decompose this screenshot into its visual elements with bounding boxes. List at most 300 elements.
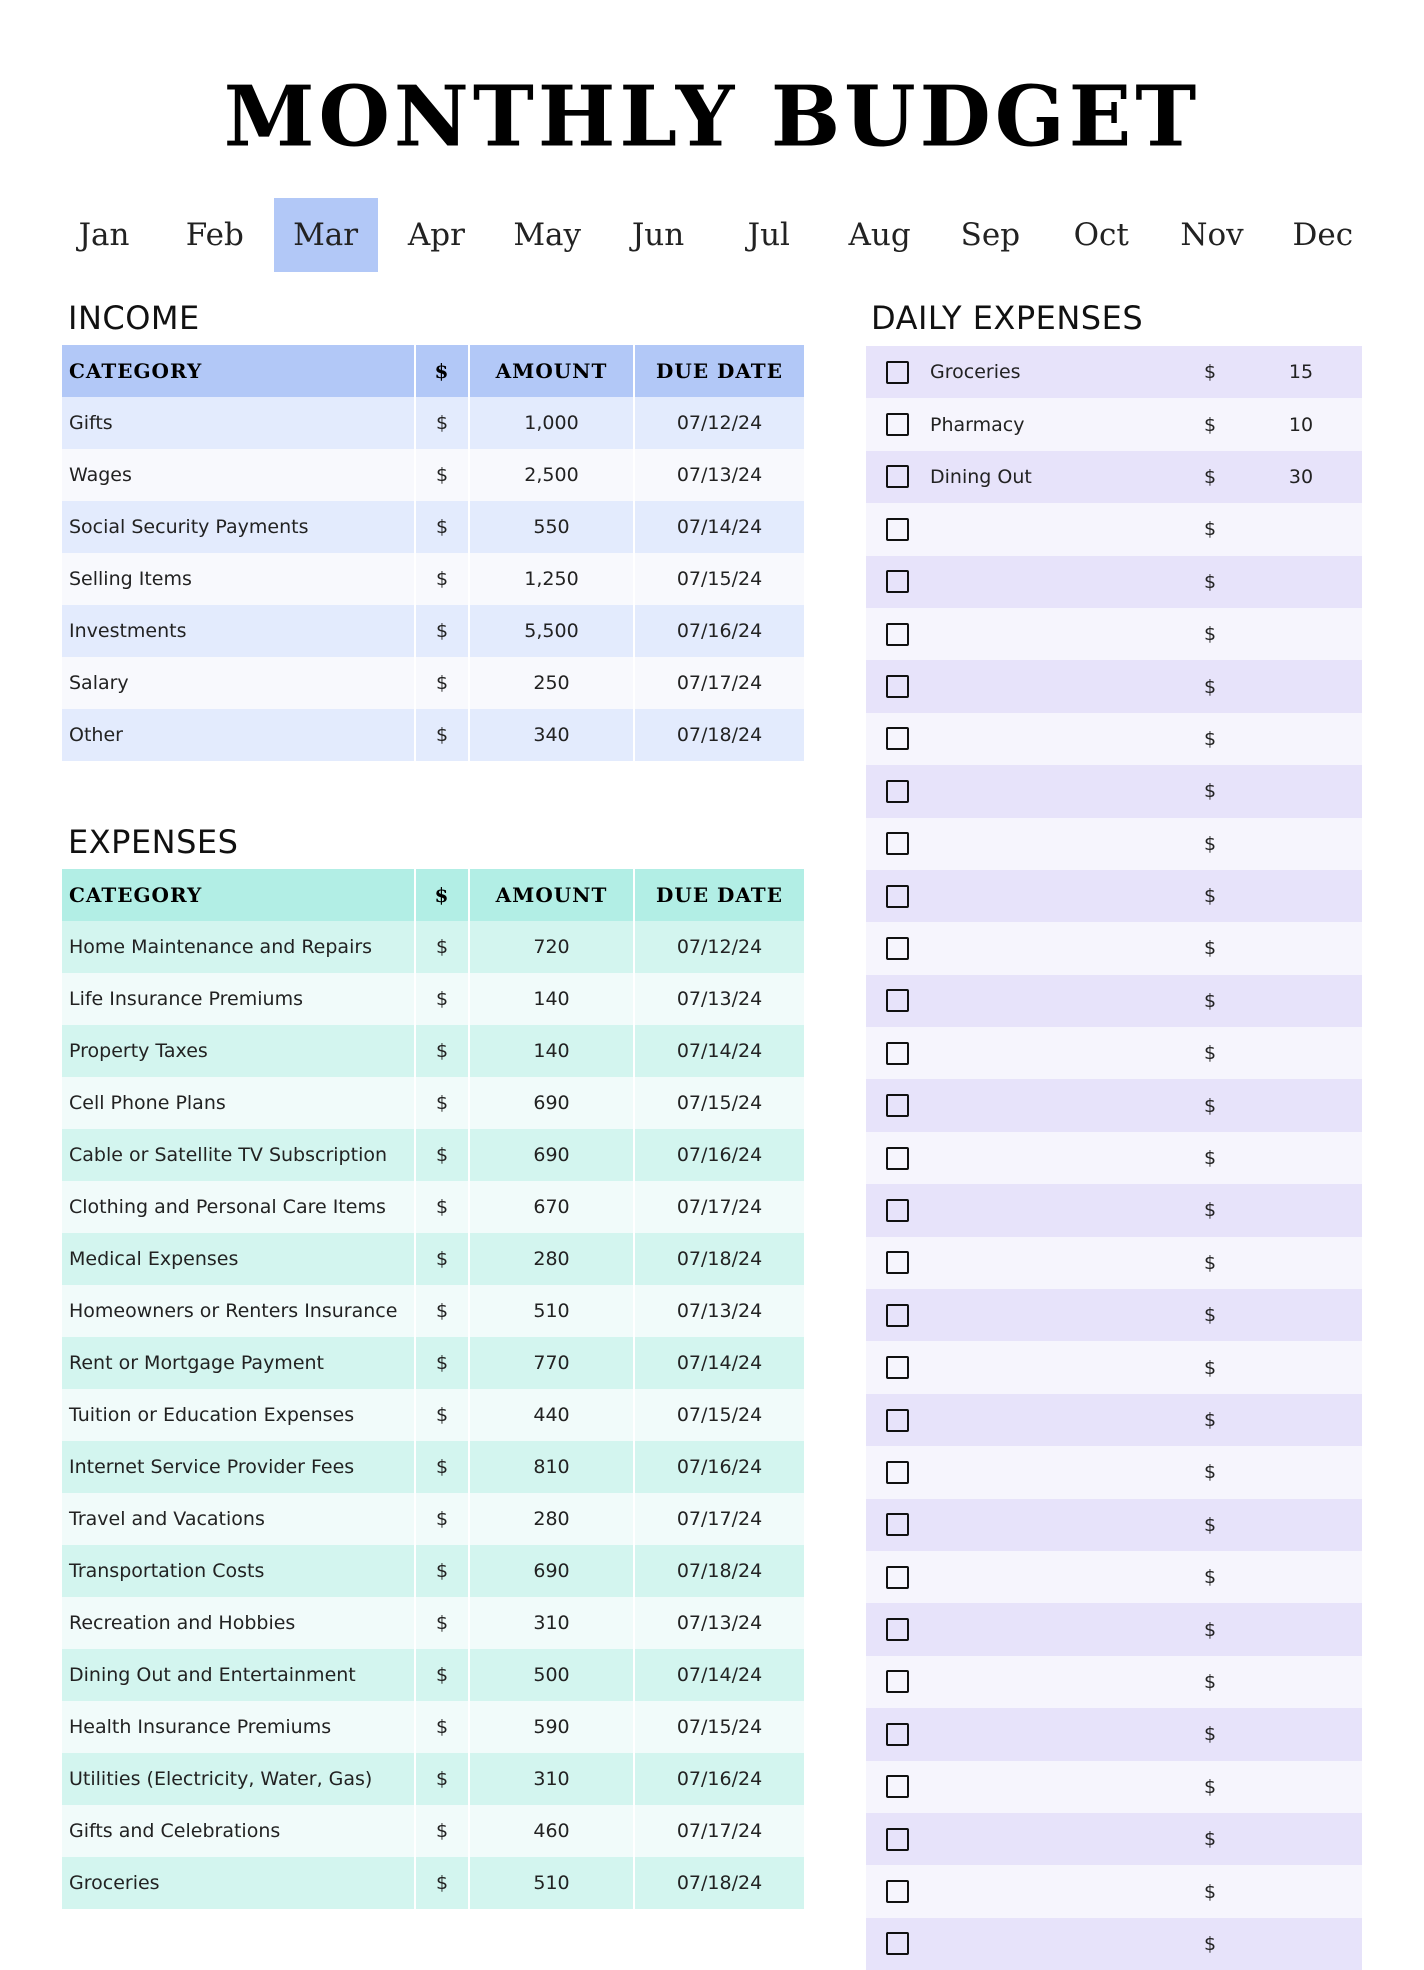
expense-amount-cell: 440 [469, 1389, 634, 1441]
daily-expense-label[interactable] [930, 1551, 1180, 1603]
daily-expense-amount[interactable] [1240, 1551, 1362, 1603]
expense-category-cell: Tuition or Education Expenses [62, 1389, 415, 1441]
income-due-date-cell: 07/16/24 [634, 605, 804, 657]
daily-expense-currency: $ [1180, 1603, 1240, 1655]
daily-expense-label[interactable]: Groceries [930, 346, 1180, 398]
expense-category-cell: Internet Service Provider Fees [62, 1441, 415, 1493]
daily-expense-checkbox[interactable] [886, 413, 909, 436]
daily-expense-label[interactable] [930, 503, 1180, 555]
income-currency-cell: $ [415, 397, 469, 449]
daily-expense-currency: $ [1180, 1132, 1240, 1184]
daily-expense-label[interactable] [930, 975, 1180, 1027]
month-tab-feb[interactable]: Feb [185, 217, 244, 253]
daily-expense-label[interactable] [930, 1499, 1180, 1551]
expense-category-cell: Life Insurance Premiums [62, 973, 415, 1025]
expense-amount-cell: 310 [469, 1753, 634, 1805]
daily-expense-currency: $ [1180, 1499, 1240, 1551]
daily-checkbox-cell [866, 870, 930, 922]
income-category-cell: Other [62, 709, 415, 761]
daily-expense-label[interactable] [930, 1237, 1180, 1289]
daily-expense-amount[interactable] [1240, 1341, 1362, 1393]
income-row [62, 605, 804, 657]
income-due-date-cell: 07/13/24 [634, 449, 804, 501]
daily-expense-checkbox[interactable] [886, 465, 909, 488]
daily-expense-currency: $ [1180, 1446, 1240, 1498]
income-header-currency: $ [415, 345, 469, 397]
expense-amount-cell: 280 [469, 1493, 634, 1545]
daily-expense-checkbox[interactable] [886, 885, 909, 908]
daily-expense-amount[interactable] [1240, 660, 1362, 712]
expense-category-cell: Cell Phone Plans [62, 1077, 415, 1129]
expense-amount-cell: 280 [469, 1233, 634, 1285]
daily-expense-label[interactable] [930, 922, 1180, 974]
expense-due-date-cell: 07/18/24 [634, 1233, 804, 1285]
daily-expense-amount[interactable] [1240, 1079, 1362, 1131]
daily-expense-label[interactable] [930, 1132, 1180, 1184]
daily-checkbox-cell [866, 1237, 930, 1289]
daily-expense-row [866, 608, 1362, 660]
daily-expense-row [866, 975, 1362, 1027]
income-header-category: CATEGORY [62, 345, 415, 397]
daily-expense-amount[interactable] [1240, 713, 1362, 765]
income-currency-cell: $ [415, 657, 469, 709]
daily-expense-checkbox[interactable] [886, 1880, 909, 1903]
daily-expense-amount[interactable] [1240, 1761, 1362, 1813]
daily-expense-currency: $ [1180, 608, 1240, 660]
daily-checkbox-cell [866, 975, 930, 1027]
daily-expense-row [866, 660, 1362, 712]
daily-expense-currency: $ [1180, 870, 1240, 922]
month-tab-apr[interactable]: Apr [407, 217, 465, 253]
expense-currency-cell: $ [415, 1649, 469, 1701]
expense-amount-cell: 310 [469, 1597, 634, 1649]
daily-expense-row [866, 556, 1362, 608]
daily-expense-row [866, 818, 1362, 870]
daily-checkbox-cell [866, 1813, 930, 1865]
daily-expense-label[interactable] [930, 1656, 1180, 1708]
income-currency-cell: $ [415, 553, 469, 605]
daily-checkbox-cell [866, 608, 930, 660]
daily-expense-amount[interactable] [1240, 1289, 1362, 1341]
month-tab-dec[interactable]: Dec [1292, 217, 1354, 253]
expense-due-date-cell: 07/16/24 [634, 1753, 804, 1805]
daily-expense-amount[interactable] [1240, 608, 1362, 660]
daily-expense-row [866, 1499, 1362, 1551]
daily-expense-label[interactable] [930, 1918, 1180, 1970]
daily-expense-amount[interactable] [1240, 1865, 1362, 1917]
daily-expense-checkbox[interactable] [886, 1199, 909, 1222]
daily-expense-currency: $ [1180, 1289, 1240, 1341]
daily-checkbox-cell [866, 713, 930, 765]
expense-row [62, 973, 804, 1025]
daily-expense-label[interactable] [930, 1446, 1180, 1498]
daily-expense-currency: $ [1180, 1551, 1240, 1603]
expense-category-cell: Transportation Costs [62, 1545, 415, 1597]
daily-expense-label[interactable] [930, 1813, 1180, 1865]
daily-expense-currency: $ [1180, 1708, 1240, 1760]
daily-expense-label[interactable] [930, 1708, 1180, 1760]
month-tab-may[interactable]: May [513, 217, 582, 253]
expense-currency-cell: $ [415, 1805, 469, 1857]
daily-expense-label[interactable] [930, 818, 1180, 870]
daily-checkbox-cell [866, 660, 930, 712]
daily-expense-checkbox[interactable] [886, 1723, 909, 1746]
daily-expense-currency: $ [1180, 713, 1240, 765]
daily-expense-label[interactable] [930, 1761, 1180, 1813]
daily-expense-amount[interactable] [1240, 1184, 1362, 1236]
expense-category-cell: Groceries [62, 1857, 415, 1909]
expense-category-cell: Recreation and Hobbies [62, 1597, 415, 1649]
daily-expense-row [866, 503, 1362, 555]
daily-expense-currency: $ [1180, 1813, 1240, 1865]
daily-expense-amount[interactable] [1240, 1237, 1362, 1289]
daily-expense-label[interactable] [930, 608, 1180, 660]
month-tab-jun[interactable]: Jun [631, 217, 685, 253]
daily-expense-currency: $ [1180, 1341, 1240, 1393]
daily-expense-currency: $ [1180, 922, 1240, 974]
daily-expense-label[interactable] [930, 1027, 1180, 1079]
expense-amount-cell: 770 [469, 1337, 634, 1389]
daily-expense-checkbox[interactable] [886, 832, 909, 855]
daily-expense-amount[interactable]: 30 [1240, 451, 1362, 503]
daily-checkbox-cell [866, 765, 930, 817]
expense-currency-cell: $ [415, 1441, 469, 1493]
expense-currency-cell: $ [415, 921, 469, 973]
expense-row [62, 1597, 804, 1649]
expense-row [62, 1753, 804, 1805]
expense-row [62, 1545, 804, 1597]
daily-expense-label[interactable] [930, 1079, 1180, 1131]
daily-expense-amount[interactable] [1240, 503, 1362, 555]
month-tab-mar[interactable]: Mar [274, 198, 378, 272]
daily-expense-label[interactable]: Pharmacy [930, 398, 1180, 450]
daily-expense-currency: $ [1180, 1237, 1240, 1289]
daily-expense-amount[interactable]: 15 [1240, 346, 1362, 398]
expense-currency-cell: $ [415, 1545, 469, 1597]
daily-expenses-table [866, 346, 1362, 1970]
daily-expense-row [866, 1289, 1362, 1341]
income-amount-cell: 250 [469, 657, 634, 709]
daily-expense-row [866, 1446, 1362, 1498]
daily-checkbox-cell [866, 1446, 930, 1498]
income-category-cell: Investments [62, 605, 415, 657]
income-table [62, 345, 804, 761]
daily-expense-currency: $ [1180, 1918, 1240, 1970]
month-tab-aug[interactable]: Aug [848, 217, 911, 253]
income-amount-cell: 550 [469, 501, 634, 553]
daily-expense-row [866, 1551, 1362, 1603]
daily-expense-row [866, 713, 1362, 765]
income-category-cell: Social Security Payments [62, 501, 415, 553]
daily-expense-checkbox[interactable] [886, 1042, 909, 1065]
daily-expense-label[interactable] [930, 713, 1180, 765]
daily-expense-currency: $ [1180, 1865, 1240, 1917]
daily-expense-checkbox[interactable] [886, 361, 909, 384]
month-tab-jan[interactable]: Jan [78, 217, 130, 253]
daily-checkbox-cell [866, 1708, 930, 1760]
expense-currency-cell: $ [415, 1025, 469, 1077]
daily-expense-currency: $ [1180, 1027, 1240, 1079]
daily-expense-checkbox[interactable] [886, 937, 909, 960]
expense-category-cell: Cable or Satellite TV Subscription [62, 1129, 415, 1181]
expense-due-date-cell: 07/17/24 [634, 1493, 804, 1545]
expense-currency-cell: $ [415, 1233, 469, 1285]
expense-category-cell: Clothing and Personal Care Items [62, 1181, 415, 1233]
daily-expense-row [866, 1341, 1362, 1393]
expense-due-date-cell: 07/13/24 [634, 1597, 804, 1649]
daily-checkbox-cell [866, 1603, 930, 1655]
expenses-header-currency: $ [415, 869, 469, 921]
daily-expense-amount[interactable] [1240, 1499, 1362, 1551]
expense-due-date-cell: 07/15/24 [634, 1077, 804, 1129]
daily-expense-row [866, 1027, 1362, 1079]
daily-expense-amount[interactable] [1240, 1656, 1362, 1708]
expense-currency-cell: $ [415, 1701, 469, 1753]
expense-row [62, 1285, 804, 1337]
income-row [62, 657, 804, 709]
expense-due-date-cell: 07/17/24 [634, 1181, 804, 1233]
daily-expense-amount[interactable] [1240, 1132, 1362, 1184]
daily-expense-amount[interactable] [1240, 556, 1362, 608]
expenses-header-due-date: DUE DATE [634, 869, 804, 921]
expense-row [62, 1857, 804, 1909]
daily-checkbox-cell [866, 1394, 930, 1446]
expense-currency-cell: $ [415, 1337, 469, 1389]
income-row [62, 449, 804, 501]
daily-expense-label[interactable] [930, 1289, 1180, 1341]
expense-due-date-cell: 07/18/24 [634, 1857, 804, 1909]
daily-expense-checkbox[interactable] [886, 1461, 909, 1484]
expense-row [62, 1077, 804, 1129]
daily-checkbox-cell [866, 556, 930, 608]
expense-due-date-cell: 07/14/24 [634, 1649, 804, 1701]
daily-expense-label[interactable] [930, 1394, 1180, 1446]
expense-currency-cell: $ [415, 1285, 469, 1337]
expense-category-cell: Medical Expenses [62, 1233, 415, 1285]
daily-expense-checkbox[interactable] [886, 989, 909, 1012]
daily-expense-currency: $ [1180, 398, 1240, 450]
daily-expense-checkbox[interactable] [886, 570, 909, 593]
daily-expense-checkbox[interactable] [886, 1356, 909, 1379]
expenses-header-amount: AMOUNT [469, 869, 634, 921]
daily-expense-row [866, 346, 1362, 398]
daily-expense-amount[interactable] [1240, 1394, 1362, 1446]
expense-category-cell: Health Insurance Premiums [62, 1701, 415, 1753]
expense-row [62, 921, 804, 973]
expense-category-cell: Travel and Vacations [62, 1493, 415, 1545]
daily-expense-label[interactable] [930, 870, 1180, 922]
daily-expense-row [866, 1761, 1362, 1813]
expense-amount-cell: 810 [469, 1441, 634, 1493]
expense-currency-cell: $ [415, 1597, 469, 1649]
daily-expense-checkbox[interactable] [886, 1670, 909, 1693]
expense-due-date-cell: 07/15/24 [634, 1389, 804, 1441]
daily-checkbox-cell [866, 503, 930, 555]
daily-expense-row [866, 1132, 1362, 1184]
daily-expense-currency: $ [1180, 1761, 1240, 1813]
income-currency-cell: $ [415, 709, 469, 761]
income-category-cell: Selling Items [62, 553, 415, 605]
daily-expense-checkbox[interactable] [886, 1409, 909, 1432]
expense-currency-cell: $ [415, 1077, 469, 1129]
expense-due-date-cell: 07/17/24 [634, 1805, 804, 1857]
expense-currency-cell: $ [415, 1181, 469, 1233]
daily-expense-row [866, 1813, 1362, 1865]
expense-currency-cell: $ [415, 1129, 469, 1181]
expense-currency-cell: $ [415, 1389, 469, 1441]
daily-expense-row [866, 1237, 1362, 1289]
month-tab-jul[interactable]: Jul [747, 217, 790, 253]
income-header-due-date: DUE DATE [634, 345, 804, 397]
income-amount-cell: 5,500 [469, 605, 634, 657]
daily-expense-amount[interactable] [1240, 922, 1362, 974]
daily-expense-row [866, 1918, 1362, 1970]
daily-expense-checkbox[interactable] [886, 1775, 909, 1798]
daily-checkbox-cell [866, 1761, 930, 1813]
income-due-date-cell: 07/15/24 [634, 553, 804, 605]
daily-expense-checkbox[interactable] [886, 1147, 909, 1170]
daily-expense-amount[interactable] [1240, 975, 1362, 1027]
daily-expense-checkbox[interactable] [886, 623, 909, 646]
daily-expense-label[interactable] [930, 765, 1180, 817]
daily-expense-currency: $ [1180, 975, 1240, 1027]
expense-category-cell: Dining Out and Entertainment [62, 1649, 415, 1701]
income-row [62, 397, 804, 449]
daily-expense-label[interactable] [930, 1341, 1180, 1393]
expense-category-cell: Utilities (Electricity, Water, Gas) [62, 1753, 415, 1805]
expense-row [62, 1233, 804, 1285]
income-header-amount: AMOUNT [469, 345, 634, 397]
daily-expense-amount[interactable] [1240, 1446, 1362, 1498]
daily-checkbox-cell [866, 398, 930, 450]
expense-currency-cell: $ [415, 973, 469, 1025]
daily-expenses-title: DAILY EXPENSES [871, 299, 1144, 337]
daily-checkbox-cell [866, 1079, 930, 1131]
expense-row [62, 1025, 804, 1077]
daily-expense-label[interactable] [930, 556, 1180, 608]
daily-expense-currency: $ [1180, 451, 1240, 503]
daily-expense-amount[interactable] [1240, 870, 1362, 922]
daily-expense-amount[interactable] [1240, 1603, 1362, 1655]
daily-expense-label[interactable]: Dining Out [930, 451, 1180, 503]
month-tab-sep[interactable]: Sep [960, 217, 1021, 253]
daily-expense-row [866, 398, 1362, 450]
daily-checkbox-cell [866, 1132, 930, 1184]
expense-category-cell: Gifts and Celebrations [62, 1805, 415, 1857]
daily-expense-checkbox[interactable] [886, 727, 909, 750]
expense-row [62, 1389, 804, 1441]
month-tabs [52, 198, 1382, 272]
daily-checkbox-cell [866, 1499, 930, 1551]
daily-expense-checkbox[interactable] [886, 1094, 909, 1117]
month-tab-nov[interactable]: Nov [1180, 217, 1244, 253]
income-currency-cell: $ [415, 449, 469, 501]
daily-expense-label[interactable] [930, 1865, 1180, 1917]
expense-currency-cell: $ [415, 1857, 469, 1909]
daily-expense-label[interactable] [930, 660, 1180, 712]
income-row [62, 709, 804, 761]
daily-expense-amount[interactable] [1240, 1708, 1362, 1760]
expense-row [62, 1441, 804, 1493]
income-due-date-cell: 07/12/24 [634, 397, 804, 449]
daily-checkbox-cell [866, 818, 930, 870]
expense-row [62, 1181, 804, 1233]
expenses-header-row [62, 869, 804, 921]
expense-amount-cell: 460 [469, 1805, 634, 1857]
daily-expense-label[interactable] [930, 1184, 1180, 1236]
daily-expense-label[interactable] [930, 1603, 1180, 1655]
daily-expense-checkbox[interactable] [886, 675, 909, 698]
expense-amount-cell: 510 [469, 1285, 634, 1337]
expense-row [62, 1649, 804, 1701]
daily-expense-amount[interactable] [1240, 765, 1362, 817]
expense-amount-cell: 590 [469, 1701, 634, 1753]
daily-checkbox-cell [866, 1341, 930, 1393]
income-category-cell: Salary [62, 657, 415, 709]
expense-amount-cell: 720 [469, 921, 634, 973]
month-tab-oct[interactable]: Oct [1073, 217, 1129, 253]
daily-expense-checkbox[interactable] [886, 1566, 909, 1589]
daily-expense-checkbox[interactable] [886, 518, 909, 541]
expenses-table [62, 869, 804, 1909]
expenses-header-category: CATEGORY [62, 869, 415, 921]
income-amount-cell: 1,250 [469, 553, 634, 605]
daily-expense-currency: $ [1180, 1394, 1240, 1446]
expense-due-date-cell: 07/14/24 [634, 1025, 804, 1077]
daily-expense-currency: $ [1180, 660, 1240, 712]
income-header-row [62, 345, 804, 397]
daily-expense-currency: $ [1180, 1079, 1240, 1131]
daily-expense-checkbox[interactable] [886, 1513, 909, 1536]
expense-due-date-cell: 07/18/24 [634, 1545, 804, 1597]
daily-expense-currency: $ [1180, 556, 1240, 608]
income-amount-cell: 340 [469, 709, 634, 761]
daily-expense-checkbox[interactable] [886, 1618, 909, 1641]
daily-expense-amount[interactable] [1240, 1918, 1362, 1970]
income-due-date-cell: 07/18/24 [634, 709, 804, 761]
daily-expense-amount[interactable]: 10 [1240, 398, 1362, 450]
page-title: MONTHLY BUDGET [223, 68, 1201, 166]
income-currency-cell: $ [415, 605, 469, 657]
expense-category-cell: Property Taxes [62, 1025, 415, 1077]
expense-due-date-cell: 07/12/24 [634, 921, 804, 973]
expenses-title: EXPENSES [68, 823, 239, 861]
expense-amount-cell: 140 [469, 1025, 634, 1077]
expense-amount-cell: 690 [469, 1129, 634, 1181]
daily-expense-row [866, 922, 1362, 974]
daily-expense-checkbox[interactable] [886, 1251, 909, 1274]
daily-expense-currency: $ [1180, 503, 1240, 555]
expense-amount-cell: 670 [469, 1181, 634, 1233]
income-currency-cell: $ [415, 501, 469, 553]
daily-expense-checkbox[interactable] [886, 780, 909, 803]
daily-checkbox-cell [866, 451, 930, 503]
income-title: INCOME [68, 299, 200, 337]
daily-expense-currency: $ [1180, 1656, 1240, 1708]
daily-expense-checkbox[interactable] [886, 1828, 909, 1851]
expense-amount-cell: 140 [469, 973, 634, 1025]
expense-category-cell: Home Maintenance and Repairs [62, 921, 415, 973]
expense-due-date-cell: 07/13/24 [634, 1285, 804, 1337]
daily-checkbox-cell [866, 1865, 930, 1917]
daily-expense-checkbox[interactable] [886, 1932, 909, 1955]
daily-checkbox-cell [866, 1918, 930, 1970]
daily-expense-amount[interactable] [1240, 1027, 1362, 1079]
daily-expense-amount[interactable] [1240, 1813, 1362, 1865]
daily-expense-row [866, 1865, 1362, 1917]
daily-expense-checkbox[interactable] [886, 1304, 909, 1327]
daily-expense-amount[interactable] [1240, 818, 1362, 870]
